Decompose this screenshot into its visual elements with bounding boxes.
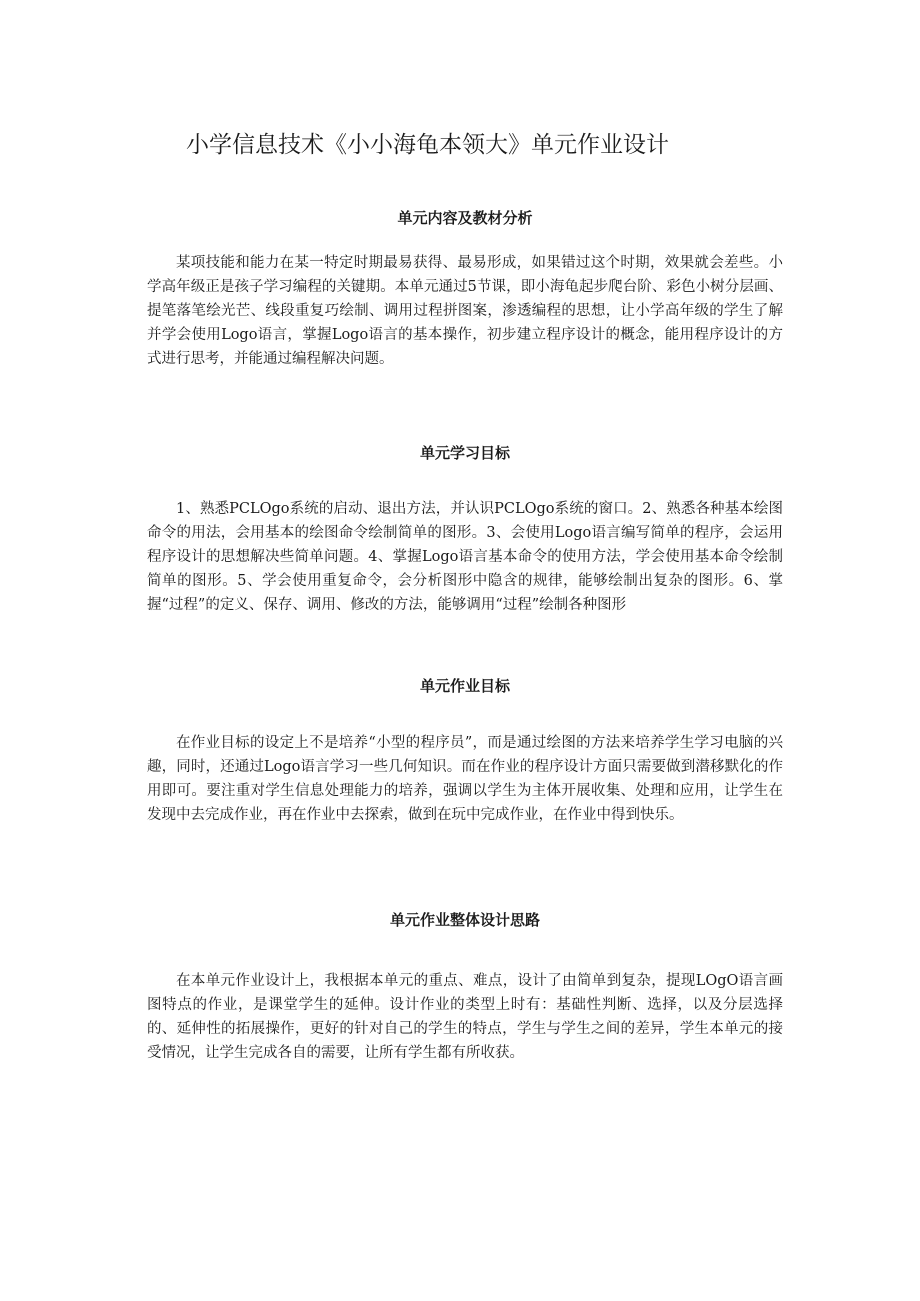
section-heading-homework-goals: 单元作业目标 (419, 677, 510, 695)
section-heading-learning-goals: 单元学习目标 (419, 444, 510, 462)
section-body-design-approach: 在本单元作业设计上，我根据本单元的重点、难点，设计了由简单到复杂，提现LOgO语言画图特点的作业，是课堂学生的延伸。设计作业的类型上时有：基础性判断、选择，以及分层选择的、延伸性的拓展操作，更好的针对自己的学生的特点，学生与学生之间的差异，学生本单元的接受情况，让学生完成各自的需要，让所有学生都有所收获。 (147, 973, 783, 1061)
document-title: 小学信息技术《小小海龟本领大》单元作业设计 (186, 132, 669, 158)
section-body-learning-goals: 1、熟悉PCLOgo系统的启动、退出方法，并认识PCLOgo系统的窗口。2、熟悉各种基本绘图命令的用法，会用基本的绘图命令绘制简单的图形。3、会使用Logo语言编写简单的程序，会运用程序设计的思想解决些简单问题。4、掌握Logo语言基本命令的使用方法，学会使用基本命令绘制简单的图形。5、学会使用重复命令，会分析图形中隐含的规律，能够绘制出复杂的图形。6、掌握“过程”的定义、保存、调用、修改的方法，能够调用“过程”绘制各种图形 (147, 501, 783, 613)
section-heading-design-approach: 单元作业整体设计思路 (389, 911, 540, 929)
section-heading-content-analysis: 单元内容及教材分析 (397, 209, 533, 227)
section-body-content-analysis: 某项技能和能力在某一特定时期最易获得、最易形成，如果错过这个时期，效果就会差些。小学高年级正是孩子学习编程的关键期。本单元通过5节课，即小海龟起步爬台阶、彩色小树分层画、提笔落笔绘光芒、线段重复巧绘制、调用过程拼图案，渗透编程的思想，让小学高年级的学生了解并学会使用Logo语言，掌握Logo语言的基本操作，初步建立程序设计的概念，能用程序设计的方式进行思考，并能通过编程解决问题。 (147, 255, 783, 367)
section-body-homework-goals: 在作业目标的设定上不是培养“小型的程序员”，而是通过绘图的方法来培养学生学习电脑的兴趣，同时，还通过Logo语言学习一些几何知识。而在作业的程序设计方面只需要做到潜移默化的作用即可。要注重对学生信息处理能力的培养，强调以学生为主体开展收集、处理和应用，让学生在发现中去完成作业，再在作业中去探索，做到在玩中完成作业，在作业中得到快乐。 (147, 735, 783, 823)
